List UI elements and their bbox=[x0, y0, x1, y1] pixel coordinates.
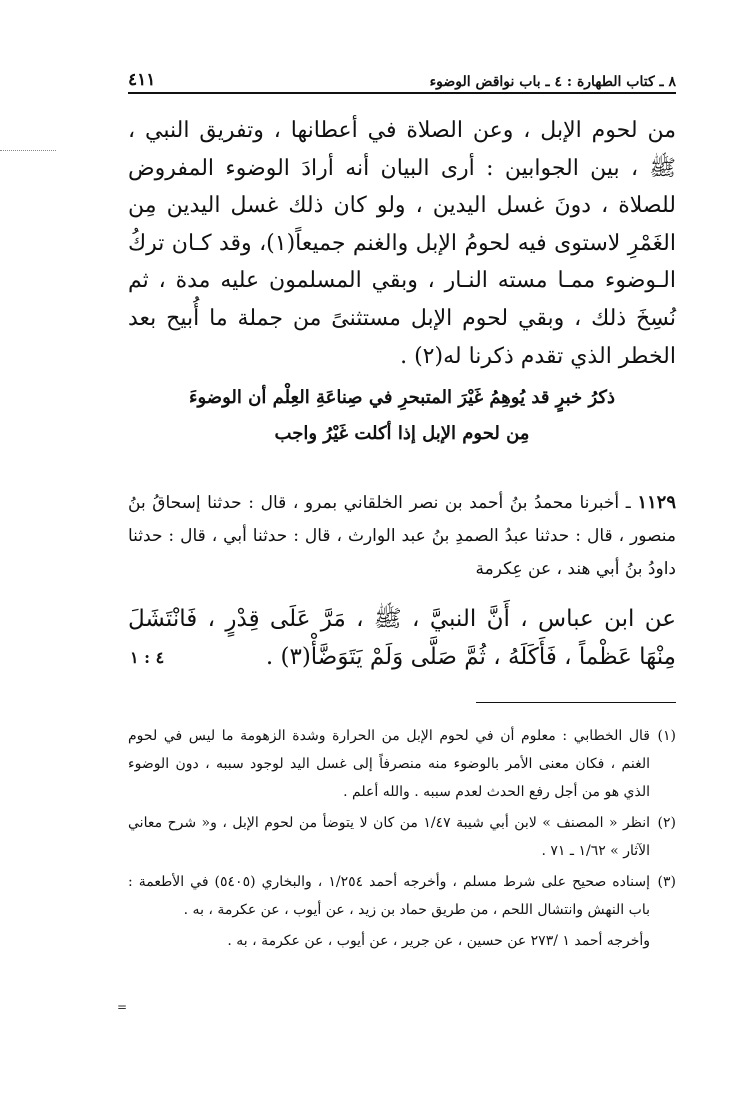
footnote-number: (١) bbox=[657, 728, 676, 744]
footnote bbox=[128, 927, 676, 955]
section-heading-line-2: مِن لحوم الإبل إذا أكلت غَيْرُ واجب bbox=[274, 423, 530, 444]
footnote-number bbox=[650, 927, 676, 955]
footnote-number: (٢) bbox=[657, 815, 676, 831]
hadith-number: ١١٢٩ bbox=[637, 492, 676, 513]
hadith-reference: ٤ : ١ bbox=[130, 648, 165, 667]
footnote-text: إسناده صحيح على شرط مسلم ، وأخرجه أحمد ١/٢٥٤ ، والبخاري (٥٤٠٥) في الأطعمة : باب النهش وانتشال اللحم ، من طريق حماد بن زيد ، عن أيوب ، عن عكرمة ، به . bbox=[128, 874, 650, 918]
main-paragraph: من لحوم الإبل ، وعن الصلاة في أعطانها ، وتفريق النبي ، ﷺ ، بين الجوابين : أرى البيان أنه أرادَ الوضوء المفروض للصلاة ، دونَ غسل اليدين ، ولو كان ذلك غسل اليدين مِن الغَمْرِ لاستوى فيه لحومُ الإبل والغنم جميعاً(١)، وقد كـان تركُ الـوضوء ممـا مسته النـار ، وبقي المسلمون عليه مدة ، ثم نُسِخَ ذلك ، وبقي لحوم الإبل مستثنىً من جملة ما أُبيح بعد الخطر الذي تقدم ذكرنا له(٢) . bbox=[128, 118, 676, 369]
footnote-text: قال الخطابي : معلوم أن في لحوم الإبل من الحرارة وشدة الزهومة ما ليس في لحوم الغنم ، فكان معنى الأمر بالوضوء منه منصرفاً إلى غسل اليد لوجود سببه ، دون الوضوء الذي هو من أجل رفع الحدث لعدم سببه . والله أعلم . bbox=[128, 728, 650, 800]
running-title: ٨ ـ كتاب الطهارة : ٤ ـ باب نواقض الوضوء bbox=[429, 74, 676, 90]
footnote bbox=[128, 809, 676, 865]
footnotes bbox=[128, 722, 676, 958]
footnote-rule bbox=[476, 702, 676, 703]
hadith-isnad-block bbox=[128, 486, 676, 586]
main-text-block bbox=[128, 112, 676, 375]
hadith-isnad: ـ أخبرنا محمدُ بنُ أحمد بن نصر الخلقاني بمرو ، قال : حدثنا إسحاقُ بنُ منصور ، قال : حدثنا عبدُ الصمدِ بنُ عبد الوارث ، قال : حدثنا أبي ، قال : حدثنا داودُ بنُ أبي هند ، عن عِكرمة bbox=[128, 493, 676, 579]
section-heading bbox=[170, 380, 634, 452]
header-rule bbox=[128, 92, 676, 94]
hadith-matn-block bbox=[128, 600, 676, 676]
footnote bbox=[128, 722, 676, 806]
hadith-matn: عن ابن عباس ، أَنَّ النبيَّ ، ﷺ ، مَرَّ عَلَى قِدْرٍ ، فَانْتَشَلَ مِنْهَا عَظْماً ، فَأَكَلَهُ ، ثُمَّ صَلَّى وَلَمْ يَتَوَضَّأْ(٣) . bbox=[128, 606, 676, 670]
footnote-number: (٣) bbox=[657, 874, 676, 890]
section-heading-line-1: ذكرُ خبرٍ قد يُوهِمُ غَيْرَ المتبحرِ في صِناعَةِ العِلْم أن الوضوءَ bbox=[189, 387, 615, 408]
footnote bbox=[128, 868, 676, 924]
bottom-margin-mark: = bbox=[117, 1000, 128, 1014]
page-header bbox=[128, 62, 676, 90]
footnote-text: انظر « المصنف » لابن أبي شيبة ١/٤٧ من كان لا يتوضأ من لحوم الإبل ، و« شرح معاني الآثار » ١/٦٢ ـ ٧١ . bbox=[128, 815, 651, 859]
page-number: ٤١١ bbox=[128, 70, 156, 90]
margin-dotted-mark bbox=[0, 150, 56, 151]
footnote-text: وأخرجه أحمد ١ /٢٧٣ عن حسين ، عن جرير ، عن أيوب ، عن عكرمة ، به . bbox=[227, 933, 650, 949]
